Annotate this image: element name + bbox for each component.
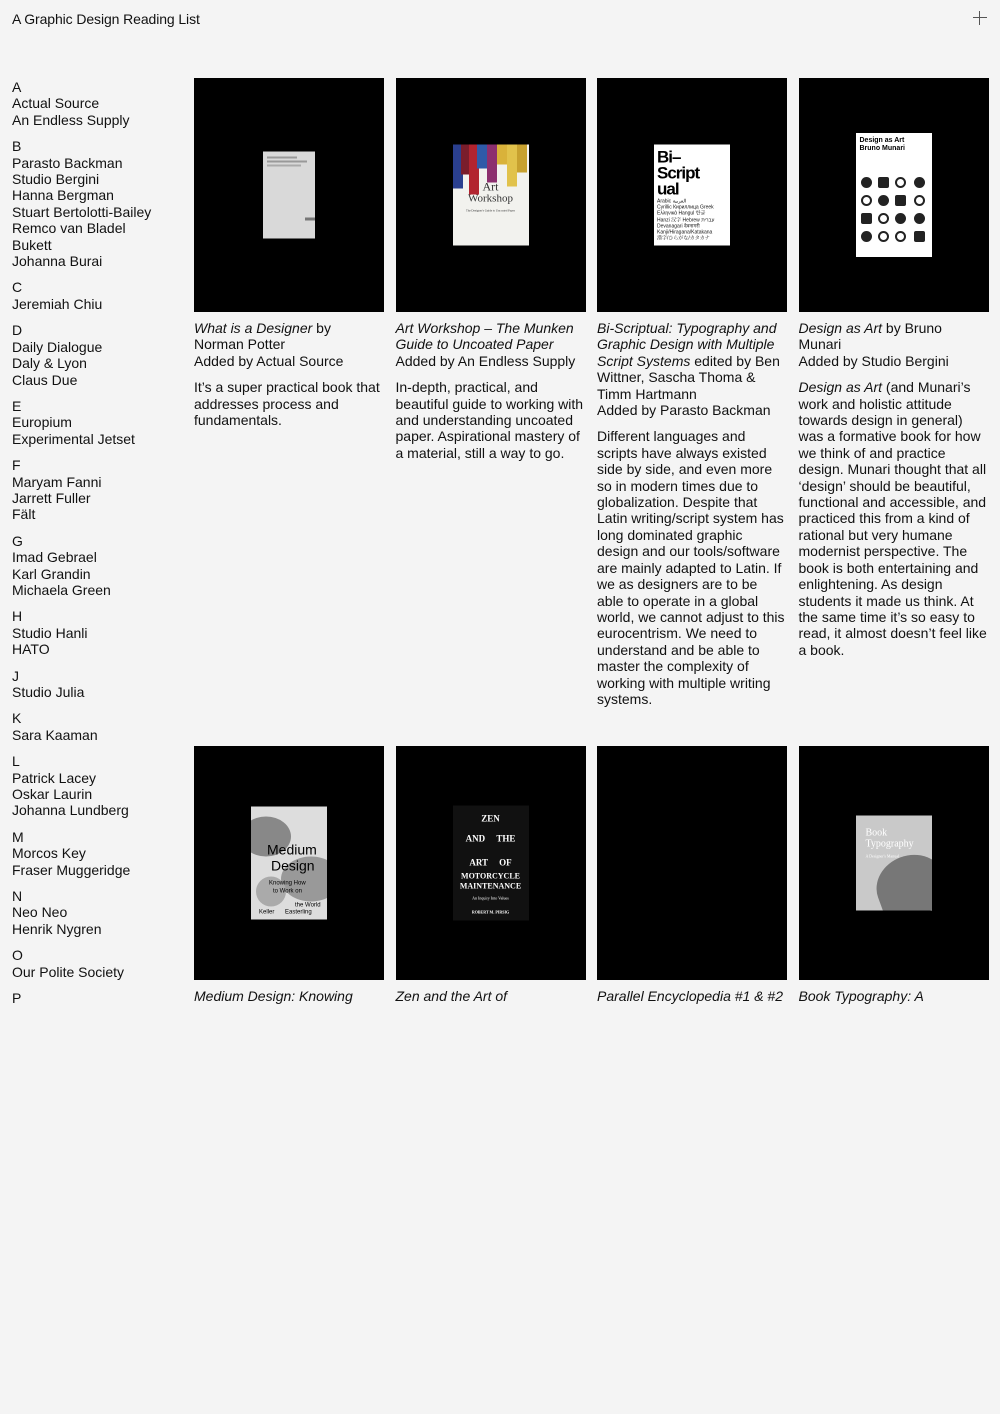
book-row	[194, 746, 989, 1414]
index-group	[12, 457, 182, 523]
cover-text: Design	[271, 857, 315, 874]
index-letter: M	[12, 828, 24, 845]
index-group	[12, 608, 182, 657]
index-group	[12, 398, 182, 447]
book-by: by	[316, 320, 331, 336]
index-group	[12, 322, 182, 388]
cover-text: Book Typography A Designer's Manual	[865, 827, 914, 859]
book-card	[194, 746, 384, 1004]
cover-text: Art	[482, 179, 499, 194]
contributor-link[interactable]: Imad Gebrael	[12, 549, 97, 566]
cover-text: MOTORCYCLE	[461, 871, 520, 881]
book-cover-image	[856, 133, 932, 257]
book-meta	[396, 320, 586, 369]
contributor-link[interactable]: Oskar Laurin	[12, 786, 93, 803]
cover-text: Easterling	[285, 909, 312, 916]
book-cover-link[interactable]	[396, 78, 586, 312]
contributor-link[interactable]: Karl Grandin	[12, 565, 91, 582]
index-group	[12, 279, 182, 312]
index-letter: B	[12, 138, 22, 155]
book-meta	[799, 320, 989, 369]
book-description: In-depth, practical, and beautiful guide to working with and understanding uncoated paper. Aspirational mastery of a material, still a way to go.	[395, 379, 584, 461]
contributor-link[interactable]: Henrik Nygren	[12, 920, 102, 937]
index-letter: N	[12, 888, 23, 905]
cover-text: the World	[295, 902, 321, 909]
contributor-link[interactable]: An Endless Supply	[12, 111, 130, 128]
book-title[interactable]: Medium Design: Knowing	[194, 988, 353, 1004]
contributor-link[interactable]: Parasto Backman	[12, 154, 123, 171]
contributor-link[interactable]: Experimental Jetset	[12, 430, 135, 447]
book-cover-image	[856, 816, 932, 911]
book-meta	[194, 320, 384, 369]
contributor-link[interactable]: Remco van Bladel	[12, 220, 126, 237]
index-group	[12, 79, 182, 128]
book-added-by[interactable]: Added by Parasto Backman	[597, 402, 771, 419]
contributor-link[interactable]: Jarrett Fuller	[12, 489, 91, 506]
cover-text: Arabic العربية Cyrillic Кириллица Greek Ελληνικά Hangul 한글 Hanzi 汉字 Hebrew עברית Devanagari देवनागरी Kanji/Hiragana/Katakana 漢字/ひらがな/カタカナ	[657, 198, 715, 242]
contributor-link[interactable]: Johanna Lundberg	[12, 802, 129, 819]
book-added-by[interactable]: Added by Actual Source	[194, 352, 344, 369]
index-group	[12, 947, 182, 980]
cover-text: Workshop	[468, 192, 513, 205]
contributor-link[interactable]: Maryam Fanni	[12, 473, 102, 490]
book-description	[799, 379, 989, 658]
book-cover-link[interactable]	[396, 746, 586, 980]
contributor-link[interactable]: Morcos Key	[12, 845, 86, 862]
contributor-link[interactable]: Daily Dialogue	[12, 338, 103, 355]
cover-text: Design as Art Bruno Munari	[859, 137, 905, 152]
book-title[interactable]: Book Typography: A	[798, 988, 924, 1004]
cover-text: AND THE	[465, 833, 516, 844]
cover-text: Medium	[267, 841, 317, 858]
book-cover-image	[453, 806, 529, 921]
book-author: Norman Potter	[194, 336, 286, 353]
book-card	[194, 78, 384, 428]
contributor-link[interactable]: Claus Due	[12, 371, 78, 388]
book-title[interactable]: What is a Designer	[194, 320, 313, 336]
contributor-link[interactable]: Michaela Green	[12, 581, 111, 598]
book-title[interactable]: Parallel Encyclopedia #1 & #2	[597, 988, 784, 1004]
book-cover-link[interactable]	[597, 746, 787, 980]
contributor-link[interactable]: Hanna Bergman	[12, 187, 114, 204]
book-meta	[194, 988, 384, 1004]
contributor-link[interactable]: Bukett	[12, 236, 52, 253]
book-cover-image	[263, 152, 315, 239]
book-card	[396, 746, 586, 1004]
contributor-link[interactable]: Patrick Lacey	[12, 769, 97, 786]
index-group	[12, 829, 182, 878]
contributor-link[interactable]: Daly & Lyon	[12, 355, 87, 372]
cover-text: Keller	[259, 909, 275, 916]
book-cover-link[interactable]	[799, 78, 989, 312]
book-cover-link[interactable]	[799, 746, 989, 980]
book-card	[597, 78, 787, 707]
plus-icon[interactable]	[972, 10, 988, 26]
book-description-title: Design as Art	[798, 379, 883, 396]
contributor-link[interactable]: Johanna Burai	[12, 253, 103, 270]
contributor-link[interactable]: Jeremiah Chiu	[12, 295, 103, 312]
book-description: It’s a super practical book that addresses process and fundamentals.	[194, 379, 380, 429]
book-card	[799, 746, 989, 1004]
book-added-by[interactable]: Added by An Endless Supply	[395, 352, 576, 369]
book-author: Ben Wittner, Sascha Thoma & Timm Hartmann	[597, 352, 780, 402]
book-cover-image	[251, 807, 327, 920]
book-card	[396, 78, 586, 461]
contributor-link[interactable]: Sara Kaaman	[12, 726, 98, 743]
index-letter: L	[12, 753, 20, 770]
cover-text: ART OF	[469, 857, 512, 868]
cover-text: ROBERT M. PIRSIG	[471, 909, 510, 915]
cover-text: Knowing How	[269, 880, 306, 887]
book-card	[799, 78, 989, 658]
contributor-link[interactable]: Studio Julia	[12, 684, 85, 700]
index-group	[12, 138, 182, 269]
cover-text: The Designer's Guide to Uncoated Paper	[466, 208, 515, 213]
book-by: edited by	[694, 352, 752, 369]
contributor-index	[12, 79, 182, 1017]
book-title[interactable]: Bi-Scriptual: Typography and Graphic Design with Multiple Script Systems	[597, 320, 777, 369]
index-letter: C	[12, 279, 23, 296]
contributor-link[interactable]: HATO	[12, 641, 50, 658]
index-group	[12, 668, 182, 701]
book-author: Bruno Munari	[798, 320, 942, 353]
book-title[interactable]: Zen and the Art of	[395, 988, 508, 1004]
book-cover-image	[654, 145, 730, 246]
index-letter: D	[12, 322, 23, 339]
index-letter: G	[12, 532, 23, 549]
book-title[interactable]: Design as Art	[798, 320, 883, 336]
site-title[interactable]: A Graphic Design Reading List	[12, 11, 200, 27]
book-row	[194, 78, 989, 746]
contributor-link[interactable]: Actual Source	[12, 95, 100, 112]
index-group	[12, 753, 182, 819]
book-cover-image	[453, 145, 529, 246]
book-cover-link[interactable]	[194, 746, 384, 980]
contributor-link[interactable]: Studio Bergini	[12, 171, 100, 188]
book-cover-link[interactable]	[597, 78, 787, 312]
index-letter: H	[12, 608, 23, 625]
contributor-link[interactable]: Our Polite Society	[12, 963, 125, 980]
index-group	[12, 710, 182, 743]
index-letter: E	[12, 397, 22, 414]
cover-text: Bi– Script ual	[657, 147, 700, 199]
index-group	[12, 888, 182, 937]
cover-text: MAINTENANCE	[459, 881, 522, 891]
index-letter: F	[12, 457, 21, 474]
index-group	[12, 990, 182, 1006]
contributor-link[interactable]: Neo Neo	[12, 904, 68, 921]
contributor-link[interactable]: Stuart Bertolotti-Bailey	[12, 203, 152, 220]
contributor-link[interactable]: Fält	[12, 506, 36, 523]
book-description: Different languages and scripts have always existed side by side, and even more so in modern times due to globalization. Despite that Latin writing/script system has long dominated graphic design and our tools/software are mainly adapted to Latin. If we as designers are to be able to operate in a global world, we cannot adjust to this eurocentrism. We need to understand and be able to master the complexity of working with multiple writing systems.	[597, 428, 785, 707]
contributor-link[interactable]: Fraser Muggeridge	[12, 861, 131, 878]
index-letter: O	[12, 947, 23, 964]
book-title[interactable]: Art Workshop – The Munken Guide to Uncoated Paper	[395, 320, 574, 353]
index-letter: A	[12, 79, 22, 95]
cover-text: An Inquiry Into Values	[472, 895, 509, 901]
index-letter: J	[12, 667, 19, 684]
book-meta	[597, 988, 787, 1004]
cover-text: ZEN	[481, 813, 500, 824]
index-letter: K	[12, 710, 22, 727]
book-description-text: (and Munari’s work and holistic attitude towards design in general) was a formative book for how we think of and practice design. Munari thought that all ‘design’ should be beautiful, functional and accessible, and practiced this from a kind of rational but very humane modernist perspective. The book is both entertaining and enlightening. As design students it made us think. At the same time it’s so easy to read, it almost doesn’t feel like a book.	[798, 379, 987, 658]
book-card	[597, 746, 787, 1004]
index-group	[12, 533, 182, 599]
book-meta	[597, 320, 787, 418]
book-meta	[396, 988, 586, 1004]
book-cover-link[interactable]	[194, 78, 384, 312]
cover-text: to Work on	[273, 888, 302, 895]
top-bar	[0, 0, 1000, 40]
book-by: by	[885, 320, 901, 336]
contributor-link[interactable]: Studio Hanli	[12, 624, 88, 641]
contributor-link[interactable]: Europium	[12, 414, 72, 431]
book-meta	[799, 988, 989, 1004]
book-added-by[interactable]: Added by Studio Bergini	[798, 352, 949, 369]
index-letter: P	[12, 990, 22, 1007]
book-grid	[194, 78, 989, 1414]
